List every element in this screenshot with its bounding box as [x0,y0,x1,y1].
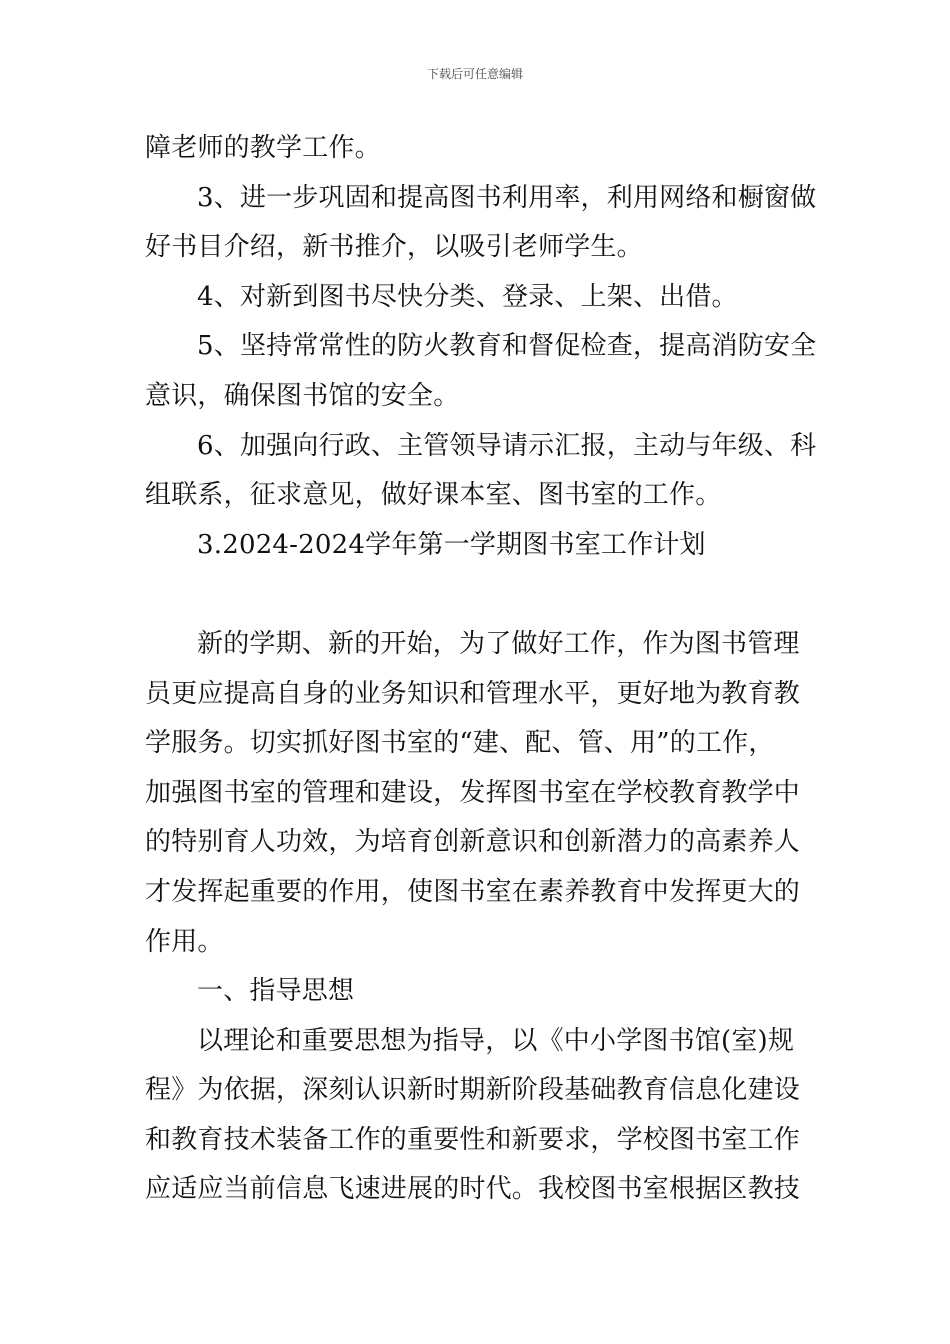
blank-line [145,570,810,620]
text-line: 5、坚持常常性的防火教育和督促检查，提高消防安全 [197,331,817,362]
text-line: 的特别育人功效，为培育创新意识和创新潜力的高素养人 [145,827,801,858]
page-header: 下载后可任意编辑 [426,67,523,81]
text-line: 4、对新到图书尽快分类、登录、上架、出借。 [197,281,738,312]
section-heading: 一、指导思想 [197,976,355,1007]
text-line: 新的学期、新的开始，为了做好工作，作为图书管理 [197,628,800,659]
text-line: 障老师的教学工作。 [145,133,381,163]
text-line: 6、加强向行政、主管领导请示汇报，主动与年级、科 [197,430,817,461]
text-line: 应适应当前信息飞速进展的时代。我校图书室根据区教技 [145,1174,801,1205]
text-line: 3、进一步巩固和提高图书利用率，利用网络和橱窗做 [197,182,817,213]
document-body [145,124,817,1215]
text-line: 程》为依据，深刻认识新时期新阶段基础教育信息化建设 [145,1075,801,1106]
text-line: 好书目介绍，新书推介，以吸引老师学生。 [145,232,643,263]
text-line: 以理论和重要思想为指导，以《中小学图书馆(室)规 [197,1025,795,1056]
text-line: 员更应提高自身的业务知识和管理水平，更好地为教育教 [145,678,801,709]
text-line: 和教育技术装备工作的重要性和新要求，学校图书室工作 [145,1124,801,1155]
text-line: 加强图书室的管理和建设，发挥图书室在学校教育教学中 [145,777,801,808]
text-line: 才发挥起重要的作用，使图书室在素养教育中发挥更大的 [145,876,801,907]
text-line: 作用。 [145,926,224,957]
text-line: 学服务。切实抓好图书室的“建、配、管、用”的工作， [145,728,775,759]
text-line: 组联系，征求意见，做好课本室、图书室的工作。 [145,480,722,511]
section-title: 3.2024-2024学年第一学期图书室工作计划 [197,529,706,560]
text-line: 意识，确保图书馆的安全。 [145,380,460,411]
